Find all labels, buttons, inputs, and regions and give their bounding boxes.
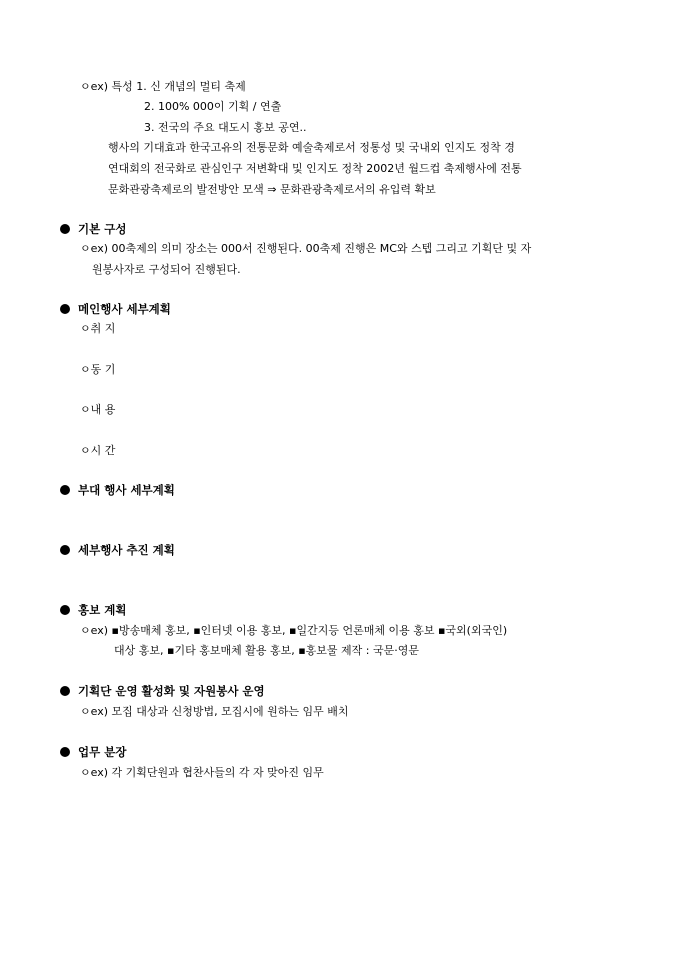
main-event-item-motive: ㅇ동 기 (80, 363, 116, 376)
duty-line-1: ㅇex) 각 기획단원과 협찬사들의 각 자 맞아진 임무 (80, 766, 324, 779)
intro-paragraph-line-2: 연대회의 전국화로 관심인구 저변확대 및 인지도 정착 2002년 월드컵 축제행사에 전통 (108, 162, 522, 175)
intro-line-3: 3. 전국의 주요 대도시 홍보 공연.. (144, 121, 307, 134)
section-duty-heading (60, 745, 126, 759)
bullet-icon (60, 686, 70, 696)
basic-line-1: ㅇex) 00축제의 의미 장소는 000서 진행된다. 00축제 진행은 MC와 스텝 그리고 기획단 및 자 (80, 242, 532, 255)
section-sub-event-heading (60, 483, 175, 497)
bullet-icon (60, 605, 70, 615)
section-main-event-heading (60, 302, 171, 316)
bullet-icon (60, 304, 70, 314)
pr-line-2: 대상 홍보, ▪기타 홍보매체 활용 홍보, ▪홍보물 제작 : 국문·영문 (114, 644, 419, 657)
section-title: 기획단 운영 활성화 및 자원봉사 운영 (78, 684, 265, 698)
main-event-item-time: ㅇ시 간 (80, 444, 116, 457)
main-event-item-content: ㅇ내 용 (80, 403, 116, 416)
section-title: 기본 구성 (78, 222, 127, 236)
section-title: 홍보 계획 (78, 603, 127, 617)
bullet-icon (60, 545, 70, 555)
bullet-icon (60, 224, 70, 234)
bullet-icon (60, 747, 70, 757)
section-title: 업무 분장 (78, 745, 127, 759)
section-title: 세부행사 추진 계획 (78, 543, 175, 557)
intro-paragraph-line-1: 행사의 기대효과 한국고유의 전통문화 예술축제로서 정통성 및 국내외 인지도 정착 경 (108, 141, 515, 154)
section-title: 부대 행사 세부계획 (78, 483, 175, 497)
main-event-item-purpose: ㅇ취 지 (80, 322, 116, 335)
section-pr-heading (60, 603, 126, 617)
team-line-1: ㅇex) 모집 대상과 신청방법, 모집시에 원하는 임무 배치 (80, 705, 349, 718)
section-basic-heading (60, 222, 126, 236)
intro-line-2: 2. 100% 000이 기획 / 연출 (144, 100, 282, 113)
basic-line-2: 원봉사자로 구성되어 진행된다. (92, 263, 241, 276)
section-promotion-plan-heading (60, 543, 175, 557)
pr-line-1: ㅇex) ▪방송매체 홍보, ▪인터넷 이용 홍보, ▪일간지등 언론매체 이용 홍보 ▪국외(외국인) (80, 624, 508, 637)
intro-line-1: ㅇex) 특성 1. 신 개념의 멀티 축제 (80, 80, 246, 93)
bullet-icon (60, 485, 70, 495)
intro-paragraph-line-3: 문화관광축제로의 발전방안 모색 ⇒ 문화관광축제로서의 유입력 확보 (108, 183, 436, 196)
section-title: 메인행사 세부계획 (78, 302, 171, 316)
section-team-heading (60, 684, 265, 698)
